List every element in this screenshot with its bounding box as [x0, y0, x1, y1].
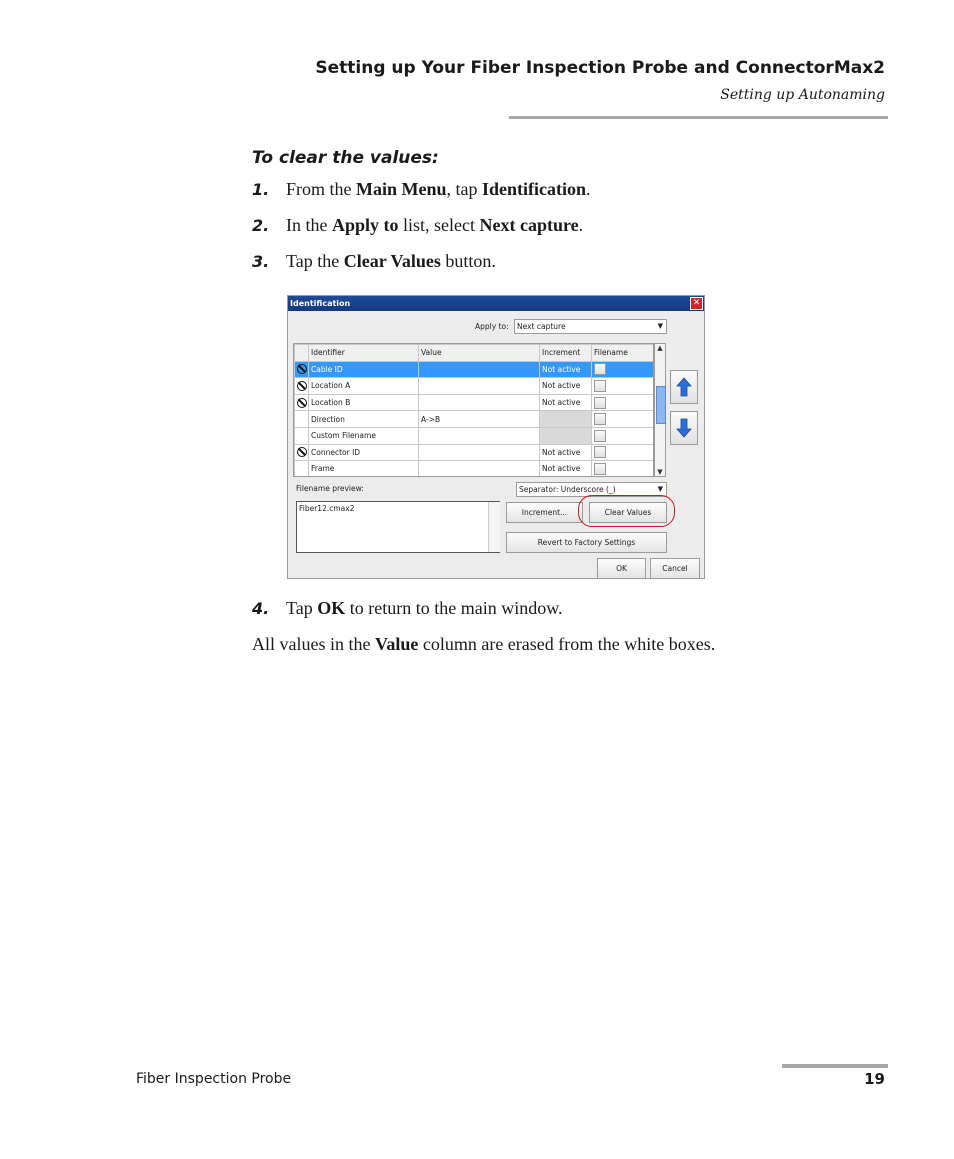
identifier-cell[interactable]: Connector ID	[309, 444, 419, 461]
chevron-down-icon: ▼	[657, 485, 663, 493]
arrow-down-icon	[671, 412, 697, 444]
step-1	[252, 179, 591, 200]
apply-to-select[interactable]	[514, 319, 667, 334]
step-emphasis: Next capture	[479, 215, 579, 235]
increment-cell[interactable]: Not active	[540, 444, 592, 461]
increment-cell[interactable]: Not active	[540, 461, 592, 477]
revert-to-factory-button[interactable]: Revert to Factory Settings	[506, 532, 667, 553]
filename-cell	[592, 378, 655, 395]
filename-cell	[592, 427, 655, 444]
step-emphasis: Main Menu	[356, 179, 447, 199]
filename-checkbox[interactable]	[594, 446, 606, 458]
increment-cell[interactable]: Not active	[540, 378, 592, 395]
row-icon-cell	[295, 461, 309, 477]
apply-to-label: Apply to:	[475, 322, 509, 331]
increment-cell	[540, 411, 592, 428]
column-header-value[interactable]: Value	[419, 345, 540, 362]
preview-scrollbar[interactable]	[488, 502, 500, 552]
row-icon-cell	[295, 378, 309, 395]
table-row[interactable]	[295, 427, 655, 444]
result-text: All values in the	[252, 634, 375, 654]
increment-button[interactable]: Increment...	[506, 502, 583, 523]
identifier-cell[interactable]: Custom Filename	[309, 427, 419, 444]
step-number: 1.	[252, 180, 270, 199]
result-paragraph	[252, 634, 715, 655]
filename-checkbox[interactable]	[594, 413, 606, 425]
filename-preview-value: Fiber12.cmax2	[299, 504, 355, 513]
disabled-icon	[297, 398, 307, 408]
chevron-down-icon: ▼	[657, 322, 663, 330]
dialog-title: Identification	[288, 296, 704, 311]
value-cell[interactable]	[419, 427, 540, 444]
step-emphasis: Apply to	[331, 215, 399, 235]
step-text: .	[586, 179, 591, 199]
step-number: 4.	[252, 599, 270, 618]
identification-dialog	[287, 295, 705, 579]
scrollbar-thumb[interactable]	[656, 386, 666, 424]
result-text: column are erased from the white boxes.	[418, 634, 716, 654]
increment-cell[interactable]: Not active	[540, 361, 592, 378]
table-row[interactable]	[295, 394, 655, 411]
identifier-cell[interactable]: Location B	[309, 394, 419, 411]
step-number: 3.	[252, 252, 270, 271]
step-text: From the	[286, 179, 356, 199]
move-down-button[interactable]	[670, 411, 698, 445]
filename-checkbox[interactable]	[594, 380, 606, 392]
filename-checkbox[interactable]	[594, 430, 606, 442]
table-header-cell	[295, 345, 309, 362]
step-emphasis: Identification	[482, 179, 587, 199]
value-cell[interactable]	[419, 361, 540, 378]
table-scrollbar[interactable]	[654, 343, 666, 477]
filename-cell	[592, 411, 655, 428]
table-row[interactable]	[295, 444, 655, 461]
column-header-identifier[interactable]: Identifier	[309, 345, 419, 362]
chevron-down-icon[interactable]: ▼	[657, 468, 663, 476]
value-cell[interactable]: A->B	[419, 411, 540, 428]
step-text: In the	[286, 215, 332, 235]
step-3	[252, 251, 496, 272]
identifier-table	[293, 343, 654, 477]
value-cell[interactable]	[419, 394, 540, 411]
close-icon[interactable]: ✕	[690, 297, 703, 310]
step-2	[252, 215, 583, 236]
filename-cell	[592, 444, 655, 461]
step-text: Tap the	[286, 251, 344, 271]
step-text: list, select	[398, 215, 480, 235]
step-emphasis: OK	[317, 598, 346, 618]
header-rule	[509, 116, 888, 119]
row-icon-cell	[295, 411, 309, 428]
table-row[interactable]	[295, 411, 655, 428]
highlight-circle	[578, 495, 675, 527]
identifier-cell[interactable]: Direction	[309, 411, 419, 428]
footer-product-name: Fiber Inspection Probe	[136, 1071, 292, 1087]
identifier-cell[interactable]: Location A	[309, 378, 419, 395]
filename-checkbox[interactable]	[594, 363, 606, 375]
footer-rule	[782, 1064, 888, 1068]
filename-preview-label: Filename preview:	[296, 484, 364, 493]
result-emphasis: Value	[374, 634, 419, 654]
page-number: 19	[864, 1070, 885, 1088]
separator-value: Separator: Underscore (_)	[519, 485, 616, 494]
value-cell[interactable]	[419, 444, 540, 461]
row-icon-cell	[295, 361, 309, 378]
step-text: .	[578, 215, 584, 235]
move-up-button[interactable]	[670, 370, 698, 404]
disabled-icon	[297, 447, 307, 457]
clear-values-button[interactable]: Clear Values	[589, 502, 667, 523]
step-number: 2.	[252, 216, 270, 235]
step-text: button.	[440, 251, 496, 271]
table-row[interactable]	[295, 361, 655, 378]
identifier-cell[interactable]: Frame	[309, 461, 419, 477]
step-text: Tap	[286, 598, 318, 618]
ok-button[interactable]: OK	[597, 558, 646, 579]
step-emphasis: Clear Values	[343, 251, 441, 271]
step-text: , tap	[446, 179, 483, 199]
table-row[interactable]	[295, 378, 655, 395]
table-header-row	[295, 345, 655, 362]
value-cell[interactable]	[419, 378, 540, 395]
increment-cell[interactable]: Not active	[540, 394, 592, 411]
row-icon-cell	[295, 444, 309, 461]
row-icon-cell	[295, 394, 309, 411]
step-text: to return to the main window.	[345, 598, 563, 618]
row-icon-cell	[295, 427, 309, 444]
disabled-icon	[297, 381, 307, 391]
running-header-title: Setting up Your Fiber Inspection Probe and ConnectorMax2	[315, 58, 885, 78]
disabled-icon	[297, 364, 307, 374]
table-row[interactable]	[295, 461, 655, 477]
chevron-up-icon[interactable]: ▲	[657, 344, 663, 352]
cancel-button[interactable]: Cancel	[650, 558, 700, 579]
column-header-filename[interactable]: Filename	[592, 345, 655, 362]
identifier-cell[interactable]: Cable ID	[309, 361, 419, 378]
filename-preview-box	[296, 501, 500, 553]
filename-checkbox[interactable]	[594, 463, 606, 475]
apply-to-value: Next capture	[517, 322, 566, 331]
filename-cell	[592, 361, 655, 378]
filename-cell	[592, 461, 655, 477]
filename-checkbox[interactable]	[594, 397, 606, 409]
filename-cell	[592, 394, 655, 411]
step-4	[252, 598, 563, 619]
increment-cell	[540, 427, 592, 444]
running-header-subtitle: Setting up Autonaming	[720, 87, 885, 103]
value-cell[interactable]	[419, 461, 540, 477]
column-header-increment[interactable]: Increment	[540, 345, 592, 362]
procedure-title: To clear the values:	[252, 148, 439, 168]
arrow-up-icon	[671, 371, 697, 403]
